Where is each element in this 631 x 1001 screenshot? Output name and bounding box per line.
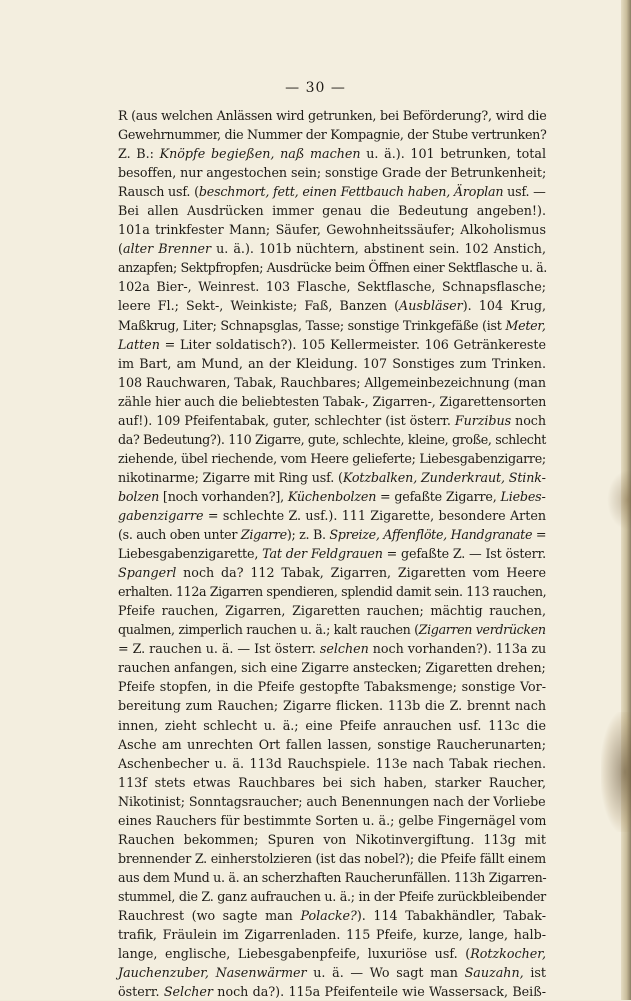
text-run: nikotinarme; Zigarre mit Ring usf. (: [118, 469, 343, 485]
text-line: [118, 239, 546, 258]
text-run: = gefaßte Zigarre,: [376, 488, 501, 504]
italic-term: Tat der Feldgrauen: [262, 546, 383, 562]
text-line: [118, 335, 546, 354]
text-line: [118, 982, 546, 1001]
text-run: Gewehrnummer, die Nummer der Kompagnie, der Stube vertrunken?: [118, 127, 547, 143]
text-run: stummel, die Z. ganz aufrauchen u. ä.; in der Pfeife zurückbleibender: [118, 888, 546, 904]
text-line: [118, 696, 546, 715]
page-number: — 30 —: [285, 80, 346, 96]
text-line: [118, 354, 546, 373]
text-line: [118, 906, 546, 925]
text-line: [118, 544, 546, 563]
italic-term: Latten: [118, 336, 160, 352]
text-line: [118, 525, 546, 544]
italic-term: beschmort, fett, einen Fettbauch haben, Äroplan: [198, 184, 504, 200]
italic-term: bolzen: [118, 488, 160, 504]
text-line: [118, 487, 546, 506]
text-run: bereitung zum Rauchen; Zigarre flicken. 113b die Z. brennt nach: [118, 698, 546, 714]
text-line: [118, 468, 546, 487]
text-line: [118, 220, 546, 239]
text-run: = Liter soldatisch?). 105 Kellermeister. 106 Getränkereste: [159, 336, 546, 352]
text-line: [118, 163, 546, 182]
text-run: Z. B.:: [118, 146, 160, 162]
paper-stain: [607, 470, 631, 530]
text-run: = Z. rauchen u. ä. — Ist österr.: [118, 641, 320, 657]
text-run: Asche am unrechten Ort fallen lassen, sonstige Raucherunarten;: [118, 736, 546, 752]
text-line: [118, 296, 546, 315]
italic-term: Küchenbolzen: [287, 488, 377, 504]
text-run: Bei allen Ausdrücken immer genau die Bedeutung angeben!).: [118, 203, 546, 219]
italic-term: Rotzkocher,: [470, 946, 546, 962]
text-line: [118, 658, 546, 677]
text-line: [118, 677, 546, 696]
text-run: (s. auch oben unter: [118, 527, 241, 543]
text-line: [118, 506, 546, 525]
text-run: =: [532, 527, 547, 543]
text-run: leere Fl.; Sekt-, Weinkiste; Faß, Banzen (: [118, 298, 400, 314]
text-run: Aschenbecher u. ä. 113d Rauchspiele. 113e nach Tabak riechen.: [118, 755, 546, 771]
text-run: besoffen, nur angestochen sein; sonstige Grade der Betrunkenheit;: [118, 165, 547, 181]
text-run: = schlechte Z. usf.). 111 Zigarette, besondere Arten: [203, 507, 546, 523]
text-run: [noch vorhanden?],: [159, 488, 288, 504]
italic-term: Liebes-: [500, 488, 546, 504]
text-line: [118, 144, 546, 163]
italic-term: Meter,: [505, 317, 546, 333]
text-line: [118, 620, 546, 639]
italic-term: Polacke?: [300, 907, 357, 923]
text-run: ). 104 Krug,: [462, 298, 546, 314]
burn-mark: [601, 712, 631, 832]
text-line: [118, 811, 546, 830]
text-run: usf. —: [503, 184, 546, 200]
text-run: Pfeife stopfen, in die Pfeife gestopfte Tabaksmenge; sonstige Vor-: [118, 679, 546, 695]
italic-term: Spreize, Affenflöte, Handgranate: [329, 527, 533, 543]
text-run: 108 Rauchwaren, Tabak, Rauchbares; Allgemeinbezeichnung (man: [118, 374, 546, 390]
text-line: [118, 944, 546, 963]
text-run: qualmen, zimperlich rauchen u. ä.; kalt rauchen (: [118, 622, 419, 638]
text-line: [118, 716, 546, 735]
text-line: [118, 411, 546, 430]
text-line: [118, 277, 546, 296]
text-line: [118, 316, 546, 335]
italic-term: Furzibus: [454, 412, 512, 428]
text-run: österr.: [118, 984, 164, 1000]
text-run: ); z. B.: [286, 527, 330, 543]
text-run: da? Bedeutung?). 110 Zigarre, gute, schlechte, kleine, große, schlecht: [118, 431, 547, 447]
text-line: [118, 182, 546, 201]
text-line: [118, 601, 546, 620]
text-run: Rauchrest (wo sagte man: [118, 907, 301, 923]
text-line: [118, 449, 546, 468]
text-line: [118, 125, 546, 144]
italic-term: Selcher: [163, 984, 213, 1000]
text-line: [118, 373, 546, 392]
text-run: brennender Z. einherstolzieren (ist das nobel?); die Pfeife fällt einem: [118, 850, 546, 866]
italic-term: Spangerl: [118, 565, 177, 581]
text-run: 102a Bier-, Weinrest. 103 Flasche, Sektflasche, Schnapsflasche;: [118, 279, 546, 295]
text-run: (: [118, 241, 123, 257]
text-run: R (aus welchen Anlässen wird getrunken, bei Beförderung?, wird die: [118, 108, 547, 123]
text-line: [118, 201, 546, 220]
text-line: [118, 582, 546, 601]
italic-term: Ausbläser: [399, 298, 463, 314]
italic-term: Zigarre: [240, 527, 287, 543]
italic-term: selchen: [319, 641, 369, 657]
text-line: [118, 754, 546, 773]
text-run: anzapfen; Sektpfropfen; Ausdrücke beim Öffnen einer Sektflasche u. ä.: [118, 260, 547, 276]
italic-term: alter Brenner: [122, 241, 212, 257]
text-line: [118, 735, 546, 754]
text-run: Maßkrug, Liter; Schnapsglas, Tasse; sonstige Trinkgefäße (ist: [118, 317, 506, 333]
text-line: [118, 773, 546, 792]
text-run: u. ä. — Wo sagt man: [306, 965, 465, 981]
body-text: [118, 106, 546, 1001]
text-line: [118, 830, 546, 849]
text-run: ). 114 Tabakhändler, Tabak-: [356, 907, 546, 923]
text-run: Nikotinist; Sonntagsraucher; auch Benennungen nach der Vorliebe: [118, 793, 546, 809]
text-line: [118, 392, 546, 411]
italic-term: Knöpfe begießen, naß machen: [159, 146, 361, 162]
italic-term: Jauchenzuber, Nasenwärmer: [118, 965, 307, 981]
text-run: Rausch usf. (: [118, 184, 199, 200]
text-run: u. ä.). 101b nüchtern, abstinent sein. 102 Anstich,: [211, 241, 547, 257]
italic-term: gabenzigarre: [118, 507, 204, 523]
text-line: [118, 563, 546, 582]
text-run: zähle hier auch die beliebtesten Tabak-, Zigarren-, Zigarettensorten: [118, 393, 547, 409]
text-line: [118, 792, 546, 811]
text-line: [118, 258, 546, 277]
text-run: u. ä.). 101 betrunken, total: [360, 146, 546, 162]
italic-term: Kotzbalken, Zunderkraut, Stink-: [342, 469, 546, 485]
text-line: [118, 639, 546, 658]
text-line: [118, 430, 546, 449]
text-run: Rauchen bekommen; Spuren von Nikotinvergiftung. 113g mit: [118, 831, 546, 847]
text-run: noch da?). 115a Pfeifenteile wie Wassersack, Beiß-: [212, 984, 546, 1000]
text-run: 101a trinkfester Mann; Säufer, Gewohnheitssäufer; Alkoholismus: [118, 222, 546, 238]
text-line: [118, 887, 546, 906]
text-run: noch da? 112 Tabak, Zigarren, Zigaretten vom Heere: [176, 565, 546, 581]
text-line: [118, 963, 546, 982]
text-line: [118, 106, 546, 125]
text-run: noch vorhanden?). 113a zu: [368, 641, 547, 657]
text-run: 113f stets etwas Rauchbares bei sich haben, starker Raucher,: [118, 774, 546, 790]
text-run: ist: [523, 965, 547, 981]
text-run: Pfeife rauchen, Zigarren, Zigaretten rauchen; mächtig rauchen,: [118, 603, 546, 619]
text-run: = gefaßte Z. — Ist österr.: [382, 546, 546, 562]
text-run: ziehende, übel riechende, vom Heere gelieferte; Liebesgabenzigarre;: [118, 450, 546, 466]
text-run: auf!). 109 Pfeifentabak, guter, schlechter (ist österr.: [118, 412, 455, 428]
text-run: rauchen anfangen, sich eine Zigarre anstecken; Zigaretten drehen;: [118, 660, 546, 676]
text-line: [118, 868, 546, 887]
text-run: eines Rauchers für bestimmte Sorten u. ä.; gelbe Fingernägel vom: [118, 812, 547, 828]
text-run: lange, englische, Liebesgabenpfeife, luxuriöse usf. (: [118, 946, 471, 962]
text-run: noch: [511, 412, 546, 428]
text-run: innen, zieht schlecht u. ä.; eine Pfeife anrauchen usf. 113c die: [118, 717, 546, 733]
text-run: im Bart, am Mund, an der Kleidung. 107 Sonstiges zum Trinken.: [118, 355, 546, 371]
italic-term: Zigarren verdrücken: [418, 622, 546, 638]
text-run: aus dem Mund u. ä. an scherzhaften Raucherunfällen. 113h Zigarren-: [118, 869, 547, 885]
text-line: [118, 925, 546, 944]
text-run: trafik, Fräulein im Zigarrenladen. 115 Pfeife, kurze, lange, halb-: [118, 927, 546, 943]
text-run: erhalten. 112a Zigarren spendieren, splendid damit sein. 113 rauchen,: [118, 584, 547, 600]
text-run: Liebesgabenzigarette,: [118, 546, 263, 562]
text-line: [118, 849, 546, 868]
italic-term: Sauzahn,: [464, 965, 524, 981]
